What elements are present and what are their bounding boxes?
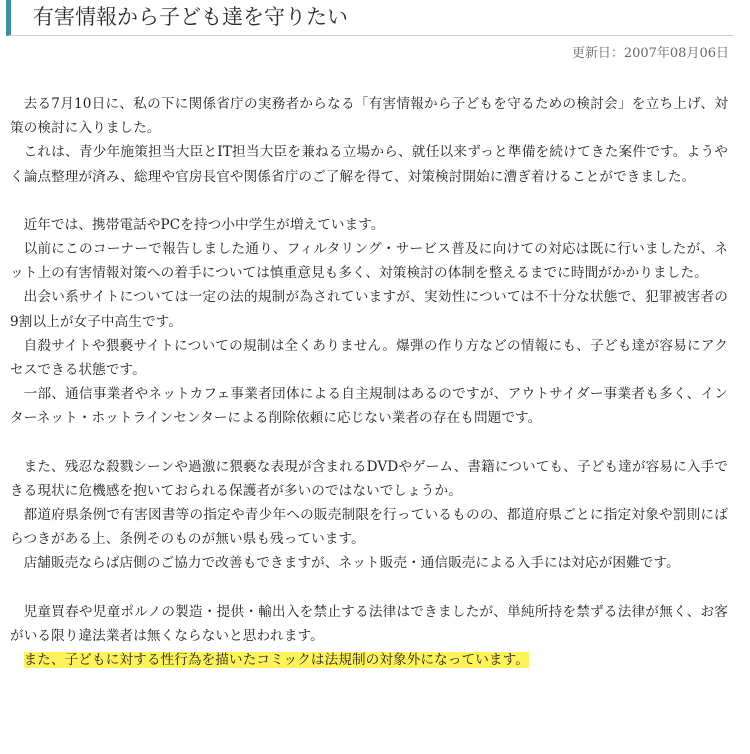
page-title: 有害情報から子ども達を守りたい [33,5,348,29]
paragraph: また、残忍な殺戮シーンや過激に猥褻な表現が含まれるDVDやゲーム、書籍についても、子ども達が容易に入手できる現状に危機感を抱いておられる保護者が多いのではないでしょうか。 [10,458,728,499]
paragraph: 以前にこのコーナーで報告しました通り、フィルタリング・サービス普及に向けての対応は既に行いましたが、ネット上の有害情報対策への着手については慎重意見も多く、対策検討の体制を整えるまでに時間がかかりました。 [10,241,728,282]
paragraph: 出会い系サイトについては一定の法的規制が為されていますが、実効性については不十分な状態で、犯罪被害者の9割以上が女子中高生です。 [10,289,728,330]
paragraph: 近年では、携帯電話やPCを持つ小中学生が増えています。 [23,216,385,233]
paragraph-gap [10,189,728,213]
paragraph: 一部、通信事業者やネットカフェ事業者団体による自主規制はあるのですが、アウトサイダー事業者も多く、インターネット・ホットラインセンターによる削除依頼に応じない業者の存在も問題です。 [10,386,728,427]
highlighted-paragraph [10,648,728,672]
paragraph-gap [10,431,728,455]
updated-date: 更新日：2007年08月06日 [571,46,729,61]
page-title-bar [6,0,734,36]
paragraph: 児童買春や児童ポルノの製造・提供・輸出入を禁止する法律はできましたが、単純所持を禁ずる法律が無く、お客がいる限り違法業者は無くならないと思われます。 [10,603,728,644]
highlighted-text: また、子どもに対する性行為を描いたコミックは法規制の対象外になっています。 [23,652,529,669]
paragraph: 去る7月10日に、私の下に関係省庁の実務者からなる「有害情報から子どもを守るための検討会」を立ち上げ、対策の検討に入りました。 [10,96,728,137]
paragraph-gap [10,576,728,600]
paragraph: これは、青少年施策担当大臣とIT担当大臣を兼ねる立場から、就任以来ずっと準備を続けてきた案件です。ようやく論点整理が済み、総理や官房長官や関係省庁のご了解を得て、対策検討開始に漕ぎ着けることができました。 [10,144,728,185]
paragraph: 店舗販売ならば店側のご協力で改善もできますが、ネット販売・通信販売による入手には対応が困難です。 [23,555,680,572]
article-body [10,92,728,672]
paragraph: 自殺サイトや猥褻サイトについての規制は全くありません。爆弾の作り方などの情報にも、子ども達が容易にアクセスできる状態です。 [10,337,728,379]
paragraph: 都道府県条例で有害図書等の指定や青少年への販売制限を行っているものの、都道府県ごとに指定対象や罰則にばらつきがある上、条例そのものが無い県も残っています。 [10,507,728,548]
